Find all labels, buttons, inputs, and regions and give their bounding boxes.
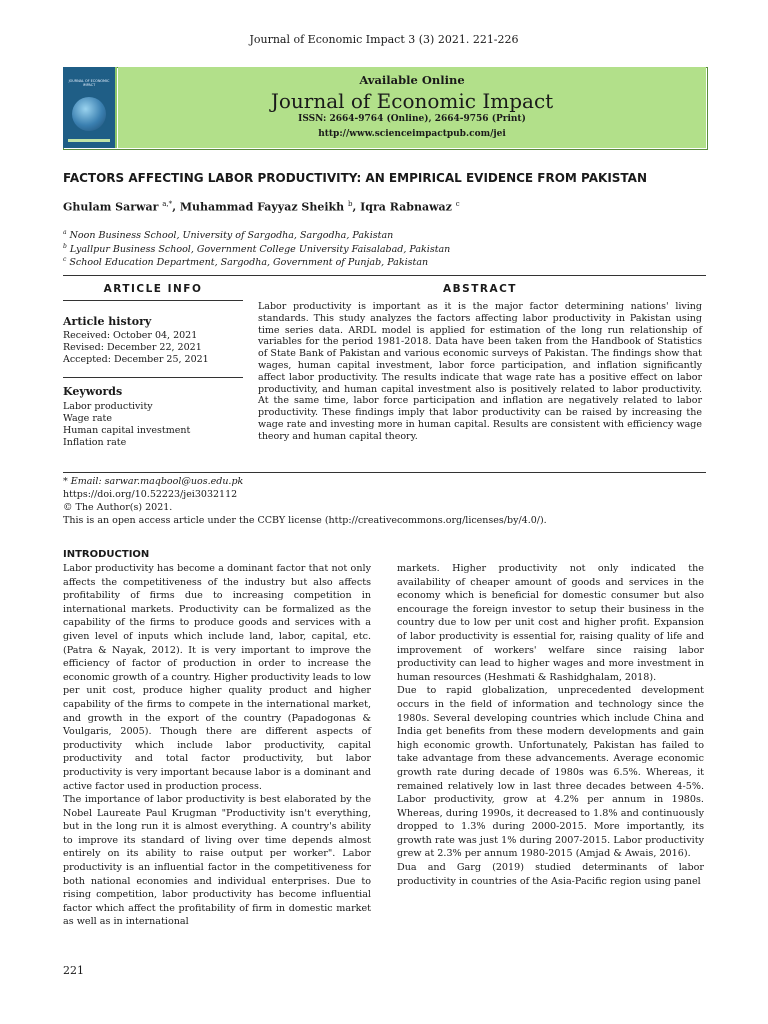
received-date: Received: October 04, 2021 [63,330,198,341]
globe-icon [72,97,106,131]
issn: ISSN: 2664-9764 (Online), 2664-9756 (Print) [298,114,526,124]
keyword: Human capital investment [63,425,191,436]
journal-name: Journal of Economic Impact [270,89,554,113]
journal-url[interactable]: http://www.scienceimpactpub.com/jei [318,129,506,139]
author-sup: c [455,200,460,208]
introduction-heading: INTRODUCTION [63,549,150,560]
license-text: This is an open access article under the CCBY license (http://creativecommons.org/licenses/by/4.0/). [63,515,547,526]
revised-date: Revised: December 22, 2021 [63,342,202,353]
paragraph: markets. Higher productivity not only indicated the availability of cheaper amount of goods and services in the economy which is beneficial for domestic consumer but also encourage the foreign investor to setup their business in the country due to low per unit cost and higher profit. Expansion of labor productivity is essential for, raising quality of life and improvement of workers' welfare since raising labor productivity can lead to higher wages and more investment in human resources (Heshmati & Rashidghalam, 2018). [397,563,704,683]
keywords-heading: Keywords [63,385,123,398]
paper-title: FACTORS AFFECTING LABOR PRODUCTIVITY: AN EMPIRICAL EVIDENCE FROM PAKISTAN [63,171,648,185]
corresponding-email[interactable]: * Email: sarwar.maqbool@uos.edu.pk [63,476,244,487]
doi-link[interactable]: https://doi.org/10.52223/jei3032112 [63,489,238,500]
affiliation: $^a$ Noon Business School, University of Sargodha, Sargodha, Pakistan [63,229,394,242]
author-sup: a,* [162,200,173,208]
keyword: Labor productivity [63,401,153,412]
abstract-text: Labor productivity is important as it is the major factor determining nations' living standards. This study analyzes the factors affecting labor productivity in Pakistan using time series data. ARDL model is applied for estimation of the long run relationship of variables for the period 1981-2018. Data have been taken from the Handbook of Statistics of State Bank of Pakistan and various economic surveys of Pakistan. The findings show that wages, human capital investment, labor force participation, and inflation significantly affect labor productivity. The results indicate that wage rate has a positive effect on labor productivity, and human capital investment also is positively related to labor productivity. At the same time, labor force participation and inflation are negatively related to labor productivity. These findings imply that labor productivity can be raised by increasing the wage rate and investing more in human capital. Results are consistent with efficiency wage theory and human capital theory. [258,301,702,442]
abstract-heading: ABSTRACT [443,283,517,295]
journal-cover-image [63,67,117,148]
body-right-column [397,562,704,888]
author-sup: b [348,200,353,208]
available-online: Available Online [359,73,465,87]
keyword: Inflation rate [63,437,127,448]
affiliation: $^c$ School Education Department, Sargodha, Government of Punjab, Pakistan [63,256,429,269]
cover-strip [68,139,110,142]
article-history-heading: Article history [63,315,152,328]
divider [63,275,706,276]
copyright: © The Author(s) 2021. [63,502,173,513]
keyword: Wage rate [63,413,112,424]
paragraph: Due to rapid globalization, unprecedented development occurs in the field of information and technology since the 1980s. Several developing countries which include China and India get benefits from these modern developments and gain high economic growth. Unfortunately, Pakistan has failed to take advantage from these advancements. Average economic growth rate during decade of 1980s was 6.5%. Whereas, it remained relatively low in last three decades between 4-5%. Labor productivity, grow at 4.2% per annum in 1980s. Whereas, during 1990s, it decreased to 1.8% and continuously dropped to 1.3% during 2000-2015. More importantly, its growth rate was just 1% during 2007-2015. Labor productivity grew at 2.3% per annum 1980-2015 (Amjad & Awais, 2016). [397,685,704,860]
affiliation: $^b$ Lyallpur Business School, Government College University Faisalabad, Pakistan [63,243,451,256]
paragraph: The importance of labor productivity is best elaborated by the Nobel Laureate Paul Krugman "Productivity isn't everything, but in the long run it is almost everything. A country's ability to improve its standard of living over time depends almost entirely on its ability to raise output per worker". Labor productivity is an influential factor in the competitiveness for both national economies and individual enterprises. Due to rising competition, labor productivity has become influential factor which affect the profitability of firm in domestic market as well as in international [63,794,371,928]
divider [63,472,706,473]
paragraph: Dua and Garg (2019) studied determinants of labor productivity in countries of the Asia-Pacific region using panel [397,862,704,887]
page-number: 221 [63,964,84,977]
body-left-column [63,562,371,929]
divider [63,300,243,301]
paragraph: Labor productivity has become a dominant factor that not only affects the competitiveness of the industry but also affects profitability of firms due to increasing competition in international markets. Productivity can be formalized as the capability of the firms to produce goods and services with a given level of inputs which include land, labor, capital, etc. (Patra & Nayak, 2012). It is very important to improve the efficiency of factor of production in order to increase the economic growth of a country. Higher productivity leads to low per unit cost, produce higher quality product and higher capability of the firms to compete in the international market, and growth in the export of the country (Papadogonas & Voulgaris, 2005). Though there are different aspects of productivity which include labor productivity, capital productivity and total factor productivity, but labor productivity is very important because labor is a dominant and active factor used in production process. [63,563,371,792]
author-name: Muhammad Fayyaz Sheikh [179,200,345,214]
cover-title: JOURNAL OF ECONOMIC IMPACT [68,79,110,87]
accepted-date: Accepted: December 25, 2021 [63,354,209,365]
author-name: Iqra Rabnawaz [360,200,452,214]
author-list: Ghulam Sarwar $^{a,*}$, Muhammad Fayyaz Sheikh $^b$, Iqra Rabnawaz $^c$ [63,200,460,214]
author-name: Ghulam Sarwar [63,200,159,214]
article-info-heading: ARTICLE INFO [103,283,203,295]
divider [63,377,243,378]
running-header: Journal of Economic Impact 3 (3) 2021. 221-226 [249,33,519,46]
